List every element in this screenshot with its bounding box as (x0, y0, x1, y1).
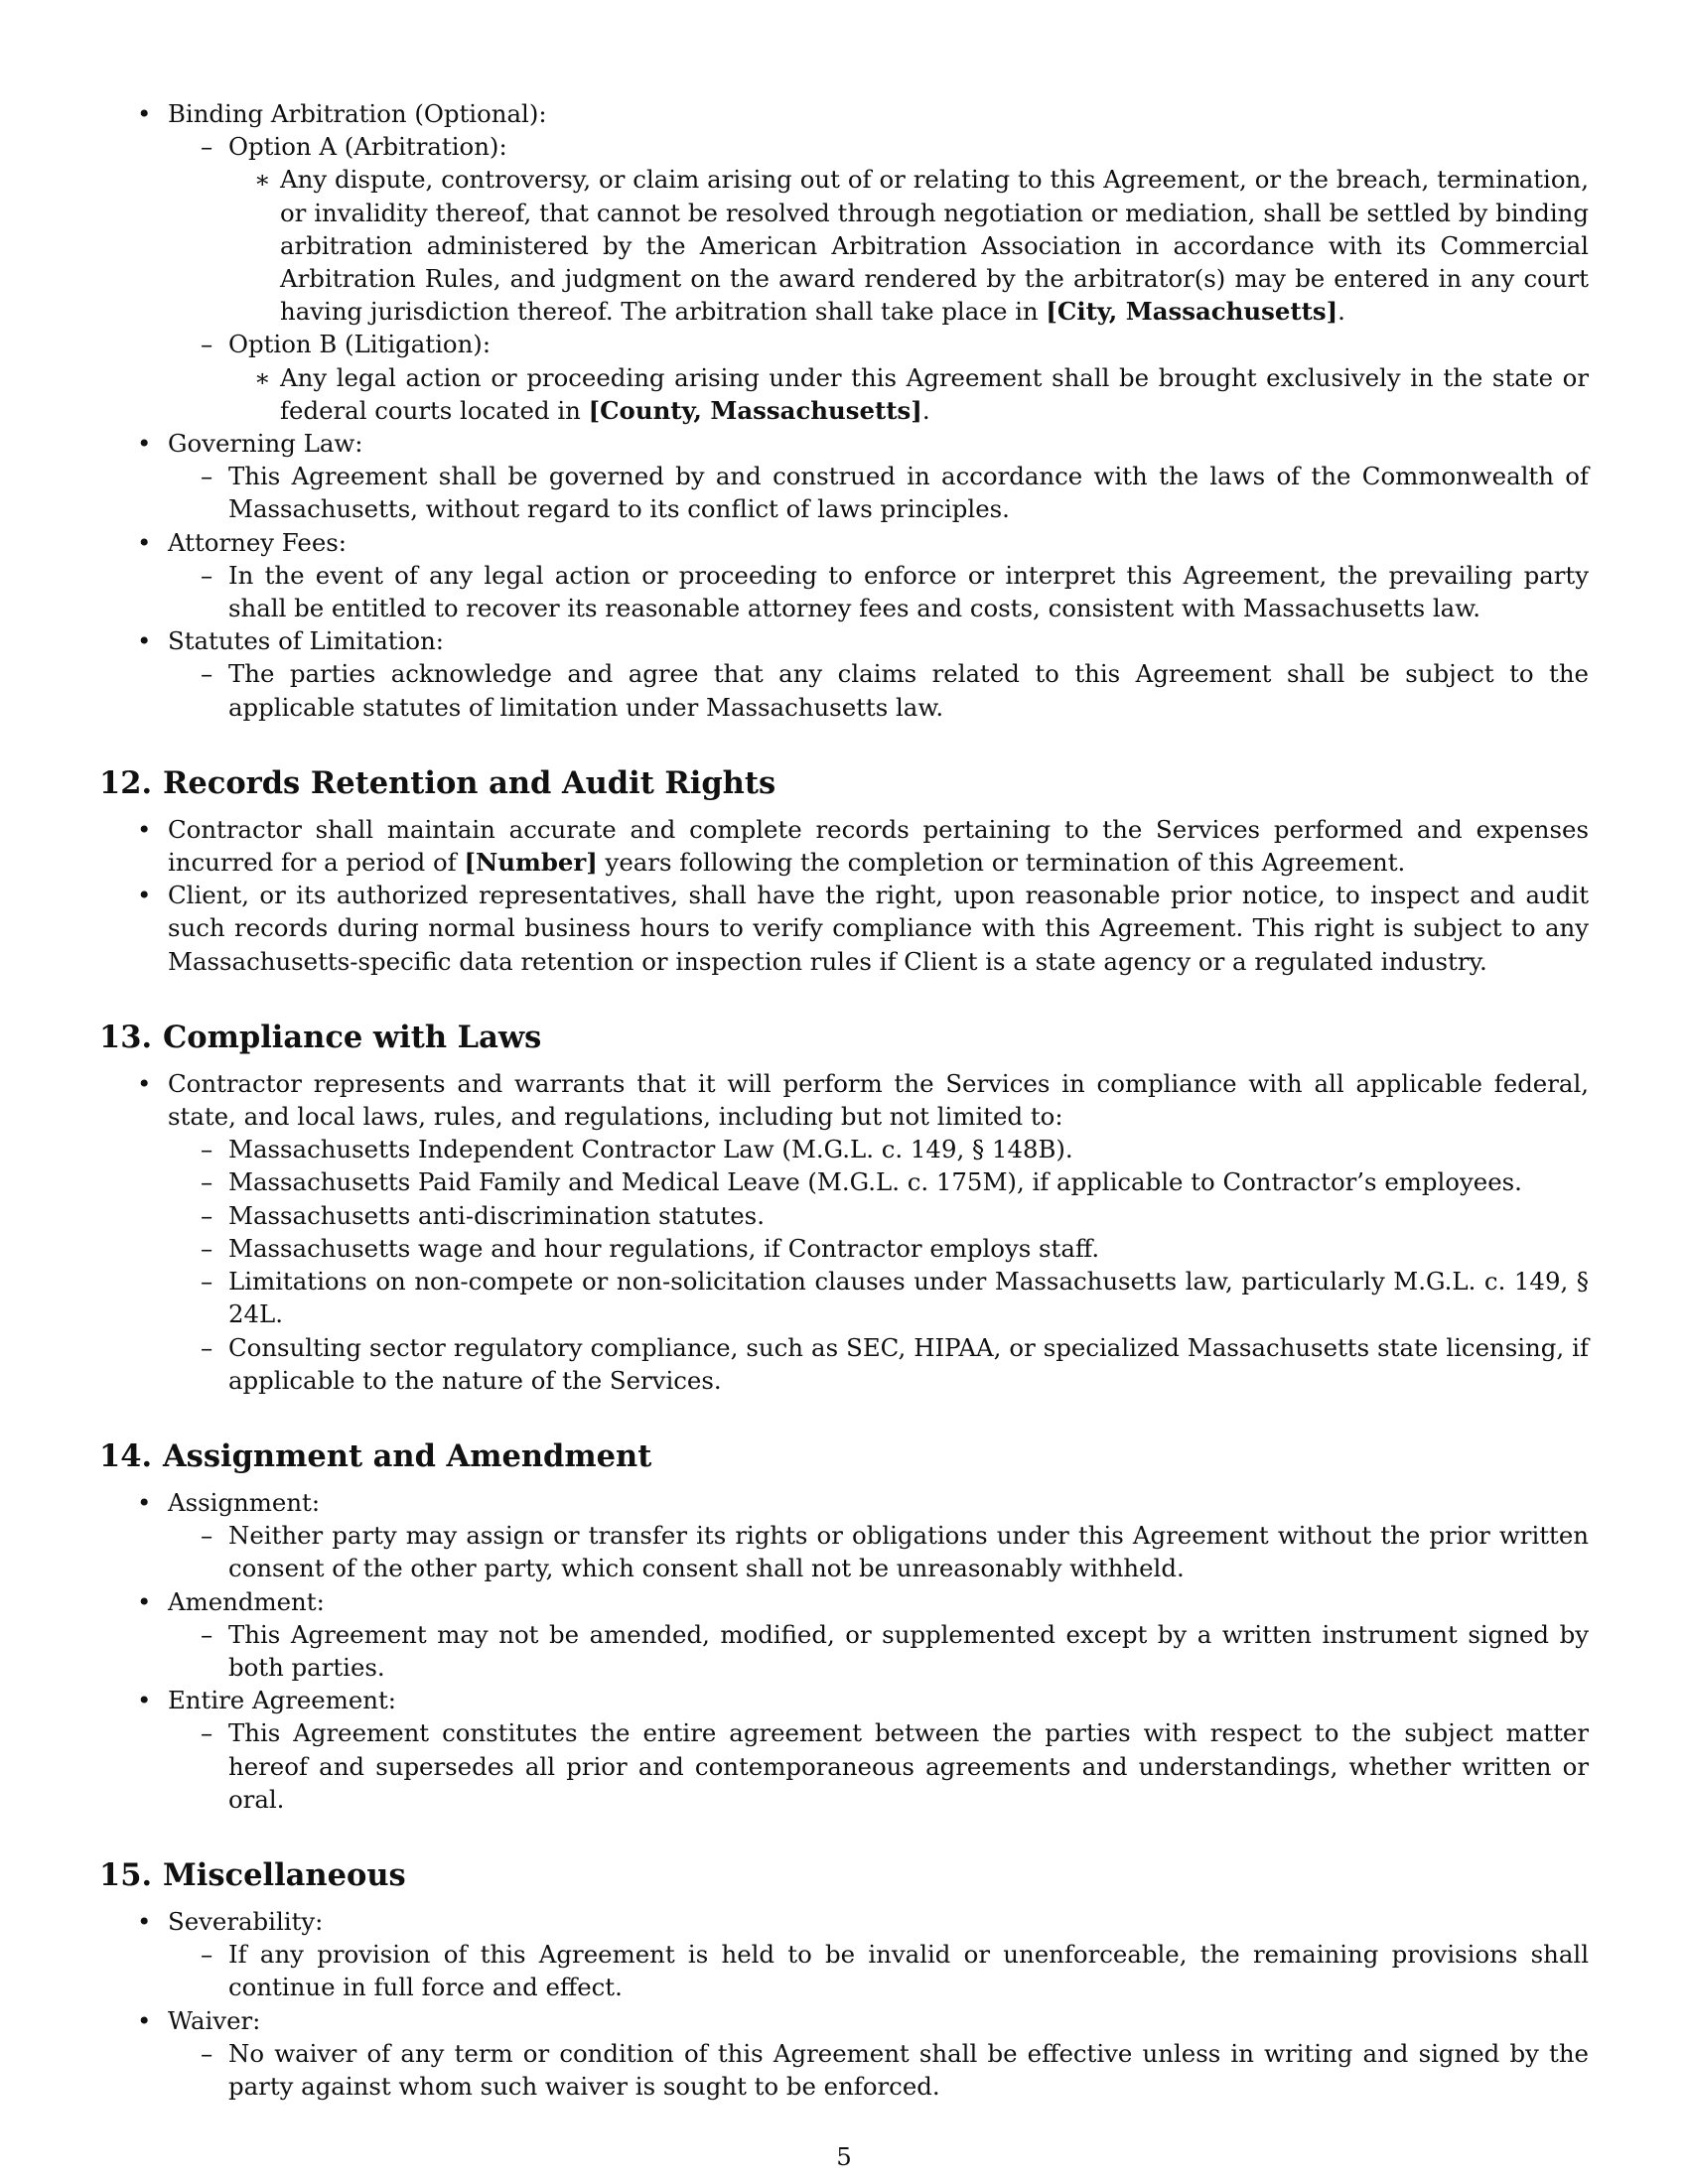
section-13-title: Compliance with Laws (163, 1019, 542, 1055)
section-15-heading (99, 1855, 1589, 1895)
list-item: – Limitations on non-compete or non-solicitation clauses under Massachusetts law, particularly M.G.L. c. 149, § 24L. (168, 1265, 1589, 1330)
option-b-text: ∗ Any legal action or proceeding arising under this Agreement shall be brought exclusively in the state or federal courts located in [County, Massachusetts]. (228, 361, 1589, 427)
list-item-attorney-fees (99, 526, 1589, 625)
entire-agreement-label: Entire Agreement: (168, 1686, 397, 1715)
page-number: 5 (836, 2142, 852, 2171)
statutes-label: Statutes of Limitation: (168, 626, 445, 656)
list-item-governing-law (99, 427, 1589, 526)
county-placeholder: [County, Massachusetts] (588, 395, 922, 425)
compliance-intro: Contractor represents and warrants that it will perform the Services in compliance with all applicable federal, state, and local laws, rules, and regulations, including but not limited to: (168, 1068, 1589, 1132)
city-placeholder: [City, Massachusetts] (1046, 297, 1338, 327)
statutes-text: – The parties acknowledge and agree that any claims related to this Agreement shall be subject to the applicable statutes of limitation under Massachusetts law. (168, 657, 1589, 723)
list-item: – Consulting sector regulatory compliance, such as SEC, HIPAA, or specialized Massachusetts state licensing, if applicable to the nature of the Services. (168, 1331, 1589, 1397)
attorney-fees-label: Attorney Fees: (168, 527, 347, 557)
list-item-assignment (99, 1486, 1589, 1585)
list-item-entire-agreement (99, 1684, 1589, 1816)
assignment-label: Assignment: (168, 1487, 321, 1517)
section-13-list (99, 1067, 1589, 1397)
section-14-list (99, 1486, 1589, 1816)
list-item-option-b (168, 328, 1589, 427)
section-14-number: 14. (99, 1437, 153, 1474)
list-item-severability (99, 1905, 1589, 2004)
option-a-text: ∗ Any dispute, controversy, or claim arising out of or relating to this Agreement, or the breach, termination, or invalidity thereof, that cannot be resolved through negotiation or mediation, shall be settled by binding arbitration administered by the American Arbitration Association in accordance with its Commercial Arbitration Rules, and judgment on the award rendered by the arbitrator(s) may be entered in any court having jurisdiction thereof. The arbitration shall take place in [City, Massachusetts]. (228, 163, 1589, 328)
attorney-fees-text: – In the event of any legal action or proceeding to enforce or interpret this Agreement, the prevailing party shall be entitled to recover its reasonable attorney fees and costs, consistent with Massachusetts law. (168, 559, 1589, 624)
list-item: – Massachusetts anti-discrimination statutes. (168, 1199, 1589, 1232)
list-item-binding-arbitration (99, 97, 1589, 427)
section-15-number: 15. (99, 1856, 153, 1893)
document-page (99, 97, 1589, 2103)
section-12-heading (99, 763, 1589, 803)
list-item: – Massachusetts Independent Contractor Law (M.G.L. c. 149, § 148B). (168, 1133, 1589, 1165)
section-14-title: Assignment and Amendment (163, 1437, 652, 1474)
governing-law-label: Governing Law: (168, 429, 363, 459)
option-b-label: Option B (Litigation): (228, 330, 492, 359)
list-item-compliance (99, 1067, 1589, 1397)
entire-agreement-text: – This Agreement constitutes the entire agreement between the parties with respect to the subject matter hereof and supersedes all prior and contemporaneous agreements and understandings, whether written or oral. (168, 1716, 1589, 1816)
section-12-list (99, 813, 1589, 978)
severability-text: – If any provision of this Agreement is held to be invalid or unenforceable, the remaining provisions shall continue in full force and effect. (168, 1938, 1589, 2003)
governing-law-text: – This Agreement shall be governed by and construed in accordance with the laws of the Commonwealth of Massachusetts, without regard to its conflict of laws principles. (168, 460, 1589, 525)
section-15-list (99, 1905, 1589, 2103)
list-item: – Massachusetts Paid Family and Medical Leave (M.G.L. c. 175M), if applicable to Contractor’s employees. (168, 1165, 1589, 1198)
amendment-label: Amendment: (168, 1586, 325, 1616)
section-13-number: 13. (99, 1019, 153, 1055)
list-item-statutes-of-limitation (99, 624, 1589, 724)
section-12-title: Records Retention and Audit Rights (163, 764, 776, 801)
option-a-label: Option A (Arbitration): (228, 132, 507, 162)
waiver-label: Waiver: (168, 2005, 261, 2035)
dispute-resolution-list (99, 97, 1589, 724)
number-placeholder: [Number] (464, 848, 598, 878)
list-item-audit: • Client, or its authorized representatives, shall have the right, upon reasonable prior notice, to inspect and audit such records during normal business hours to verify compliance with this Agreement. This right is subject to any Massachusetts-specific data retention or inspection rules if Client is a state agency or a regulated industry. (99, 879, 1589, 978)
severability-label: Severability: (168, 1906, 324, 1936)
binding-arbitration-label: Binding Arbitration (Optional): (168, 99, 547, 128)
list-item-waiver (99, 2004, 1589, 2104)
list-item-amendment (99, 1585, 1589, 1685)
waiver-text: – No waiver of any term or condition of this Agreement shall be effective unless in writing and signed by the party against whom such waiver is sought to be enforced. (168, 2037, 1589, 2103)
list-item: – Massachusetts wage and hour regulations, if Contractor employs staff. (168, 1232, 1589, 1265)
list-item-records: • Contractor shall maintain accurate and complete records pertaining to the Services performed and expenses incurred for a period of [Number] years following the completion or termination of this Agreement. (99, 813, 1589, 879)
section-15-title: Miscellaneous (163, 1856, 406, 1893)
list-item-option-a (168, 130, 1589, 328)
section-14-heading (99, 1436, 1589, 1476)
assignment-text: – Neither party may assign or transfer its rights or obligations under this Agreement without the prior written consent of the other party, which consent shall not be unreasonably withheld. (168, 1519, 1589, 1584)
section-13-heading (99, 1018, 1589, 1057)
section-12-number: 12. (99, 764, 153, 801)
amendment-text: – This Agreement may not be amended, modified, or supplemented except by a written instrument signed by both parties. (168, 1618, 1589, 1684)
